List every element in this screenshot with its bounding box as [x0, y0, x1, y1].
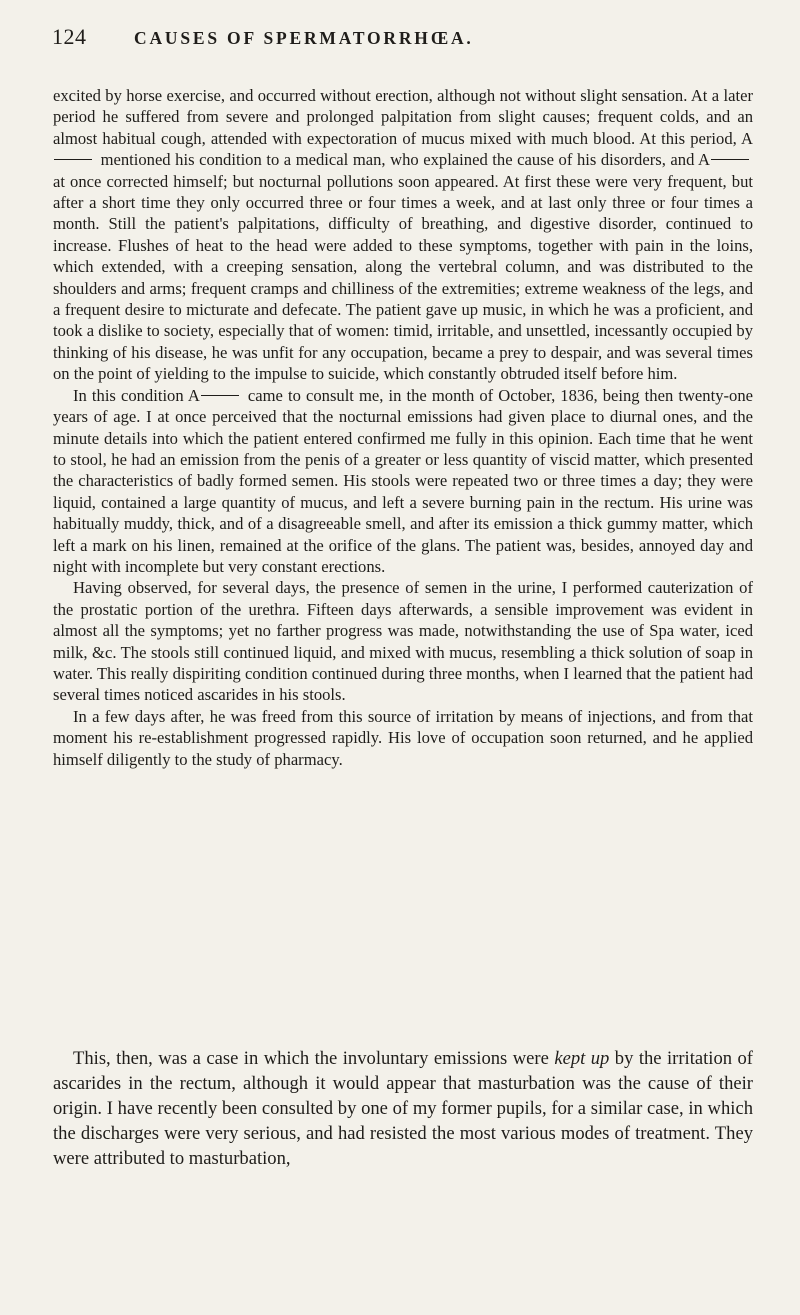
running-head	[52, 22, 752, 62]
name-dash	[54, 159, 92, 160]
paragraph-5: This, then, was a case in which the involuntary emissions were kept up by the irritation of ascarides in the rectum, although it would appear that masturbation was the cause of their origin. I have recently been consulted by one of my former pupils, for a similar case, in which the discharges were very serious, and had resisted the most various modes of treatment. They were attributed to masturbation,	[53, 1048, 753, 1169]
paragraph-2: In this condition A came to consult me, in the month of October, 1836, being then twenty-one years of age. I at once perceived that the nocturnal emissions had given place to diurnal ones, and the minute details into which the patient entered confirmed me fully in this opinion. Each time that he went to stool, he had an emission from the penis of a greater or less quantity of viscid matter, which presented the characteristics of badly formed semen. His stools were repeated two or three times a day; they were liquid, contained a large quantity of mucus, and left a severe burning pain in the rectum. His urine was habitually muddy, thick, and of a disagreeable smell, and after its emission a thick gummy matter, which left a mark on his linen, remained at the orifice of the glans. The patient was, besides, annoyed day and night with incomplete but very constant erections.	[53, 385, 753, 576]
paragraph-1: excited by horse exercise, and occurred without erection, although not without slight sensation. At a later period he suffered from severe and prolonged palpitation from slight causes; frequent colds, and an almost habitual cough, attended with expectoration of mucus mixed with much blood. At this period, A mentioned his condition to a medical man, who explained the cause of his disorders, and A at once corrected himself; but nocturnal pollutions soon appeared. At first these were very frequent, but after a short time they only occurred three or four times a week, and at last only three or four times a month. Still the patient's palpitations, difficulty of breathing, and digestive disorder, continued to increase. Flushes of heat to the head were added to these symptoms, together with pain in the loins, which extended, with a creeping sensation, along the vertebral column, and was distributed to the shoulders and arms; frequent cramps and chilliness of the extremities; extreme weakness of the legs, and a frequent desire to micturate and defecate. The patient gave up music, in which he was a proficient, and took a dislike to society, especially that of women: timid, irritable, and unsettled, incessantly occupied by thinking of his disease, he was unfit for any occupation, became a prey to despair, and was several times on the point of yielding to the impulse to suicide, which constantly obtruded itself before him.	[53, 86, 753, 384]
paragraph-3: Having observed, for several days, the presence of semen in the urine, I performed cauterization of the prostatic portion of the urethra. Fifteen days afterwards, a sensible improvement was evident in almost all the symptoms; yet no farther progress was made, notwithstanding the use of Spa water, iced milk, &c. The stools still continued liquid, and mixed with mucus, resembling a thick solution of soap in water. This really dispiriting condition continued during three months, when I learned that the patient had several times noticed ascarides in his stools.	[53, 578, 753, 705]
large-print-text	[53, 1046, 753, 1171]
page-number: 124	[52, 24, 87, 49]
name-dash	[201, 395, 239, 396]
name-dash	[711, 159, 749, 160]
body-text	[53, 85, 753, 770]
paragraph-4: In a few days after, he was freed from this source of irritation by means of injections, and from that moment his re-establishment progressed rapidly. His love of occupation soon returned, and he applied himself diligently to the study of pharmacy.	[53, 706, 753, 769]
emphasis-kept-up: kept up	[554, 1048, 610, 1069]
running-title: CAUSES OF SPERMATORRHŒA.	[134, 28, 474, 48]
